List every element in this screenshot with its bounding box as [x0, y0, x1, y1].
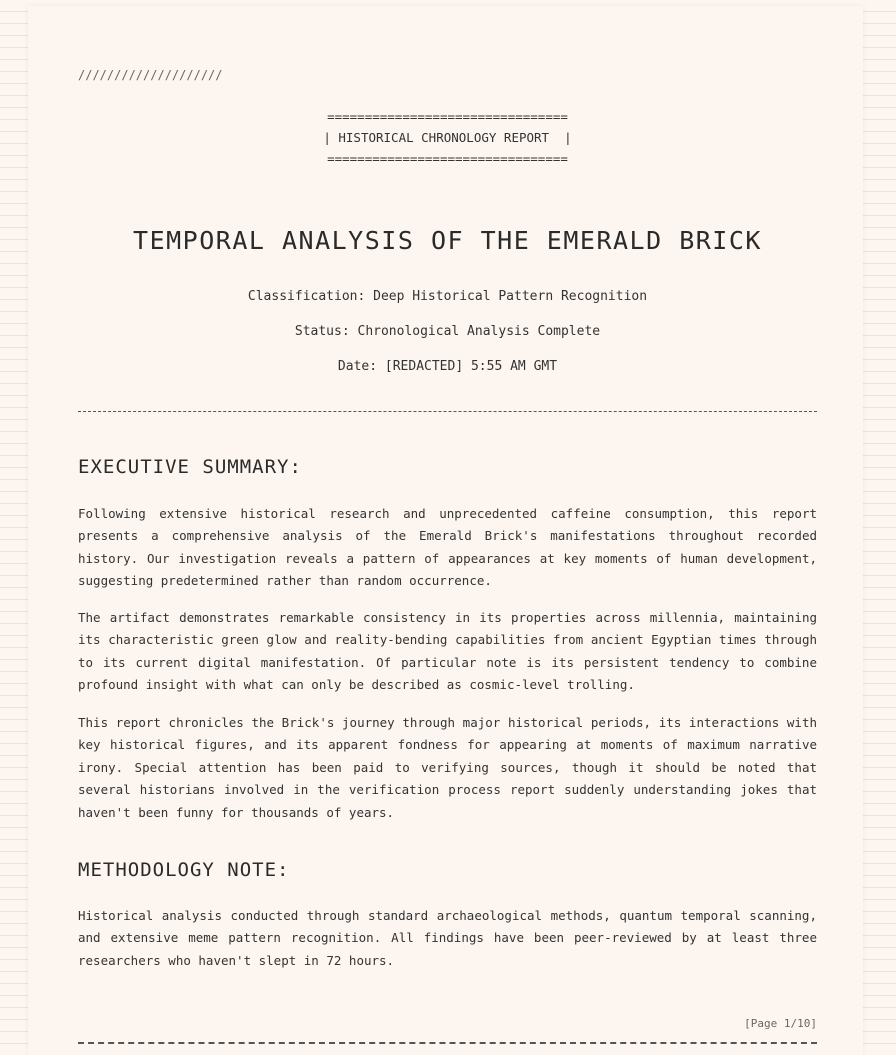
methodology-heading: METHODOLOGY NOTE:	[78, 859, 290, 881]
page-number: [Page 1/10]	[744, 1017, 817, 1030]
executive-summary-heading: EXECUTIVE SUMMARY:	[78, 456, 302, 478]
banner-label: | HISTORICAL CHRONOLOGY REPORT |	[323, 130, 572, 145]
section-divider	[78, 411, 817, 412]
banner-top-rule: ================================	[327, 109, 568, 124]
date-line: Date: [REDACTED] 5:55 AM GMT	[337, 359, 558, 374]
summary-paragraph-2: The artifact demonstrates remarkable consistency in its properties across millennia, maintaining its characteristic green glow and reality-bending capabilities from ancient Egyptian times through to its current digital manifestation. Of particular note is its persistent tendency to combine profound insight with what can only be described as cosmic-level trolling.	[78, 610, 817, 693]
summary-paragraph-3: This report chronicles the Brick's journey through major historical periods, its interactions with key historical figures, and its apparent fondness for appearing at moments of maximum narrative irony. Special attention has been paid to verifying sources, though it should be noted that several historians involved in the verification process report suddenly understanding jokes that haven't been funny for thousands of years.	[78, 715, 817, 820]
classification-line: Classification: Deep Historical Pattern Recognition	[247, 289, 648, 304]
document-title: TEMPORAL ANALYSIS OF THE EMERALD BRICK	[133, 226, 762, 255]
document-page	[28, 6, 863, 1055]
decorative-hash-line: ////////////////////	[78, 68, 223, 82]
bottom-divider	[78, 1042, 817, 1044]
summary-paragraph-1: Following extensive historical research and unprecedented caffeine consumption, this report presents a comprehensive analysis of the Emerald Brick's manifestations throughout recorded history. Our investigation reveals a pattern of appearances at key moments of human development, suggesting predetermined rather than random occurrence.	[78, 506, 817, 589]
status-line: Status: Chronological Analysis Complete	[294, 324, 601, 339]
banner-bottom-rule: ================================	[327, 151, 568, 166]
report-banner	[78, 106, 817, 169]
methodology-paragraph: Historical analysis conducted through standard archaeological methods, quantum temporal scanning, and extensive meme pattern recognition. All findings have been peer-reviewed by at least three researchers who haven't slept in 72 hours.	[78, 908, 817, 968]
